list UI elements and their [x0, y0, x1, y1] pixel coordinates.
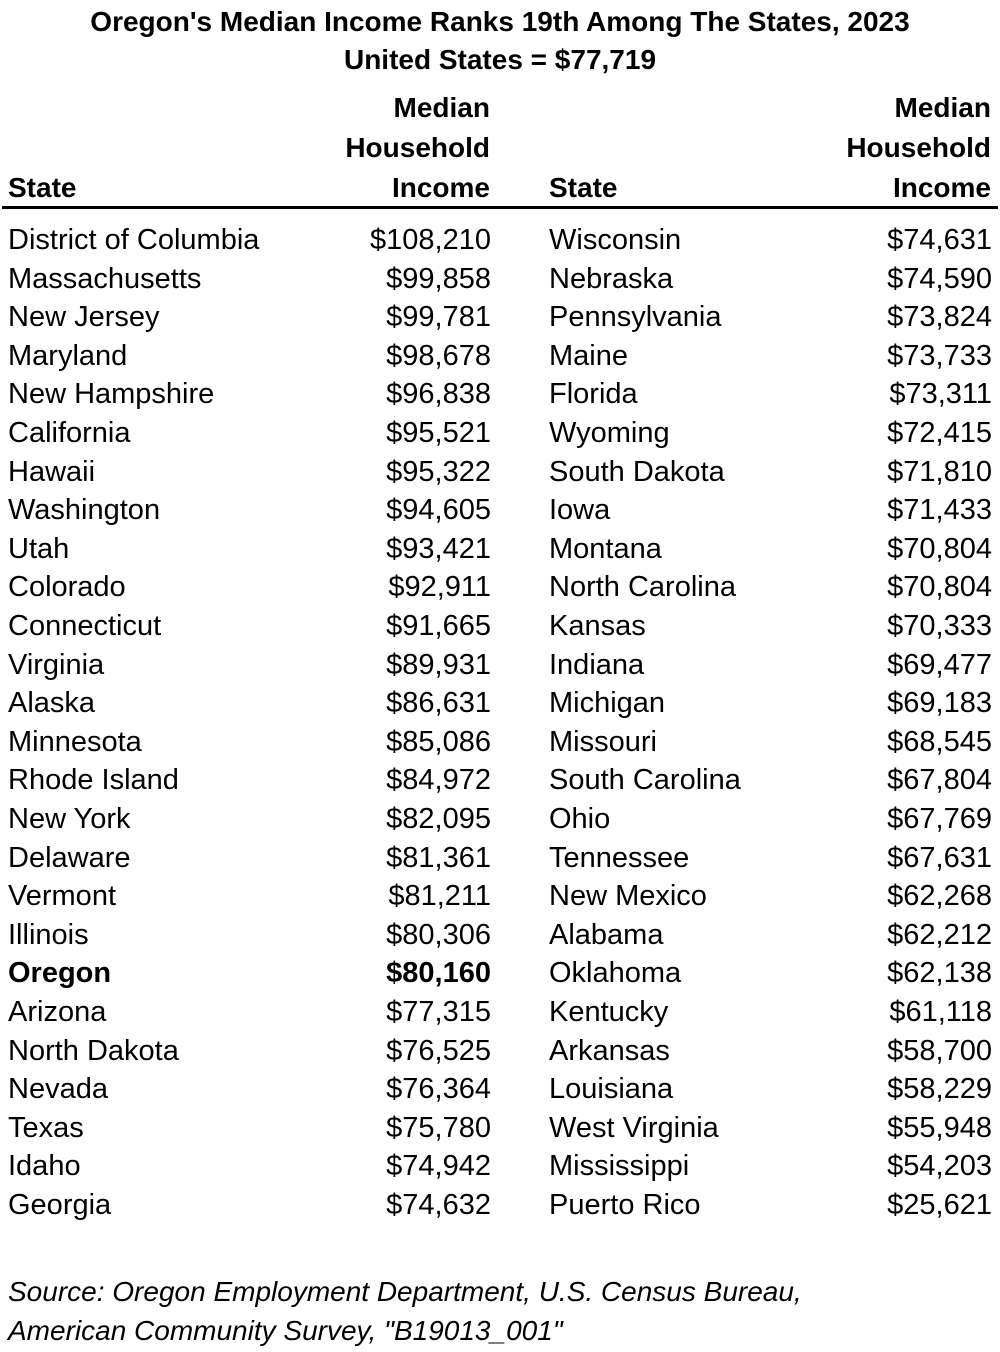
right-state-cell: North Carolina	[549, 571, 736, 604]
source-line-2: American Community Survey, "B19013_001"	[8, 1315, 563, 1346]
right-income-header-line-2: Household	[846, 132, 991, 163]
left-state-cell: Georgia	[8, 1189, 112, 1221]
right-income-cell: $72,415	[887, 417, 992, 449]
left-state-cell: Idaho	[8, 1150, 81, 1183]
right-income-header-line-1: Median	[894, 92, 991, 123]
left-state-cell: Maryland	[8, 339, 128, 372]
right-income-cell: $71,433	[887, 494, 992, 527]
right-income-cell: $67,631	[887, 841, 992, 874]
source-line-1: Source: Oregon Employment Department, U.S. Census Bureau,	[8, 1276, 802, 1307]
left-income-cell: $96,838	[386, 378, 491, 411]
right-income-cell: $73,824	[887, 301, 992, 334]
right-state-cell: Arkansas	[549, 1034, 670, 1067]
left-state-cell: Minnesota	[8, 725, 142, 758]
left-income-cell: $92,911	[388, 571, 491, 604]
right-income-cell: $73,311	[889, 378, 992, 411]
right-state-cell: Missouri	[549, 725, 657, 758]
left-state-cell: Utah	[8, 532, 70, 565]
right-state-cell: Wisconsin	[549, 224, 682, 256]
left-income-cell: $76,525	[386, 1034, 491, 1067]
right-state-cell: New Mexico	[549, 880, 707, 913]
right-income-header-line-3: Income	[892, 172, 991, 203]
right-income-cell: $70,804	[887, 532, 992, 565]
left-state-cell: Oregon	[8, 957, 112, 990]
right-state-cell: Montana	[549, 532, 662, 565]
right-income-cell: $70,804	[887, 571, 992, 604]
right-state-cell: Pennsylvania	[549, 301, 722, 334]
left-income-cell: $86,631	[386, 687, 491, 720]
right-state-cell: Wyoming	[549, 417, 670, 449]
left-income-cell: $108,210	[370, 224, 491, 256]
right-income-cell: $62,268	[887, 880, 992, 913]
left-income-cell: $82,095	[386, 803, 491, 835]
left-income-cell: $77,315	[386, 996, 491, 1028]
right-income-cell: $58,700	[887, 1034, 992, 1067]
left-state-cell: Washington	[8, 494, 161, 527]
left-state-cell: Vermont	[8, 880, 116, 913]
left-income-header-line-1: Median	[393, 92, 490, 123]
left-income-cell: $85,086	[386, 725, 491, 758]
right-state-cell: Nebraska	[549, 262, 674, 295]
left-income-cell: $80,160	[386, 957, 491, 990]
chart-subtitle: United States = $77,719	[343, 44, 657, 75]
right-income-cell: $61,118	[889, 996, 992, 1028]
left-state-cell: Massachusetts	[8, 262, 202, 295]
left-income-cell: $94,605	[386, 494, 491, 527]
left-income-cell: $99,781	[386, 301, 491, 334]
left-income-cell: $91,665	[386, 610, 491, 642]
left-income-cell: $95,521	[386, 417, 491, 449]
right-state-cell: Indiana	[549, 648, 645, 681]
right-state-cell: Louisiana	[549, 1073, 674, 1106]
right-state-cell: Ohio	[549, 803, 611, 835]
left-state-cell: Colorado	[8, 571, 126, 604]
right-income-cell: $54,203	[887, 1150, 992, 1183]
left-income-cell: $95,322	[386, 455, 491, 488]
left-income-cell: $75,780	[386, 1111, 491, 1144]
right-state-cell: Maine	[549, 339, 628, 372]
right-income-cell: $69,477	[887, 648, 992, 681]
left-state-cell: Nevada	[8, 1073, 108, 1106]
left-state-cell: Alaska	[8, 687, 96, 720]
right-state-cell: South Carolina	[549, 764, 741, 797]
right-state-cell: Kentucky	[549, 996, 669, 1028]
right-income-cell: $62,212	[887, 918, 992, 951]
left-state-cell: Virginia	[8, 648, 105, 681]
header-rule	[2, 206, 998, 209]
left-income-header-line-2: Household	[345, 132, 490, 163]
left-state-cell: Rhode Island	[8, 764, 179, 797]
right-income-cell: $58,229	[887, 1073, 992, 1106]
right-income-cell: $25,621	[887, 1189, 992, 1221]
right-state-cell: Alabama	[549, 918, 664, 951]
left-income-cell: $99,858	[386, 262, 491, 295]
right-state-cell: Puerto Rico	[549, 1189, 701, 1221]
left-income-cell: $81,211	[388, 880, 491, 913]
left-state-cell: Illinois	[8, 918, 89, 951]
left-state-cell: New Jersey	[8, 301, 160, 334]
chart-title: Oregon's Median Income Ranks 19th Among The States, 2023	[90, 6, 910, 37]
left-income-cell: $76,364	[386, 1073, 491, 1106]
right-income-cell: $67,769	[887, 803, 992, 835]
left-state-header: State	[8, 172, 77, 203]
left-income-cell: $89,931	[386, 648, 491, 681]
right-state-cell: Oklahoma	[549, 957, 682, 990]
right-state-cell: Kansas	[549, 610, 646, 642]
right-income-cell: $71,810	[887, 455, 992, 488]
left-state-cell: Hawaii	[8, 455, 96, 488]
left-state-cell: Texas	[8, 1111, 84, 1144]
right-income-cell: $62,138	[887, 957, 992, 990]
left-income-cell: $93,421	[386, 532, 491, 565]
right-state-cell: Michigan	[549, 687, 666, 720]
right-income-cell: $74,631	[887, 224, 992, 256]
left-income-cell: $74,632	[386, 1189, 491, 1221]
left-state-cell: California	[8, 417, 131, 449]
right-state-cell: Iowa	[549, 494, 611, 527]
left-income-cell: $80,306	[386, 918, 491, 951]
left-state-cell: Delaware	[8, 841, 131, 874]
right-state-cell: Tennessee	[549, 841, 690, 874]
left-state-cell: New York	[8, 803, 131, 835]
left-state-cell: New Hampshire	[8, 378, 215, 411]
left-state-cell: North Dakota	[8, 1034, 179, 1067]
left-income-cell: $98,678	[386, 339, 491, 372]
left-state-cell: Arizona	[8, 996, 107, 1028]
left-income-cell: $84,972	[386, 764, 491, 797]
right-income-cell: $74,590	[887, 262, 992, 295]
left-income-cell: $74,942	[386, 1150, 491, 1183]
left-state-cell: District of Columbia	[8, 224, 260, 256]
left-state-cell: Connecticut	[8, 610, 162, 642]
right-income-cell: $69,183	[887, 687, 992, 720]
left-income-header-line-3: Income	[391, 172, 490, 203]
right-income-cell: $67,804	[887, 764, 992, 797]
left-income-cell: $81,361	[386, 841, 491, 874]
right-income-cell: $55,948	[887, 1111, 992, 1144]
right-income-cell: $70,333	[887, 610, 992, 642]
right-state-cell: West Virginia	[549, 1111, 719, 1144]
right-state-cell: South Dakota	[549, 455, 725, 488]
right-income-cell: $68,545	[887, 725, 992, 758]
right-state-cell: Mississippi	[549, 1150, 690, 1183]
right-state-header: State	[549, 172, 618, 203]
right-income-cell: $73,733	[887, 339, 992, 372]
right-state-cell: Florida	[549, 378, 638, 411]
